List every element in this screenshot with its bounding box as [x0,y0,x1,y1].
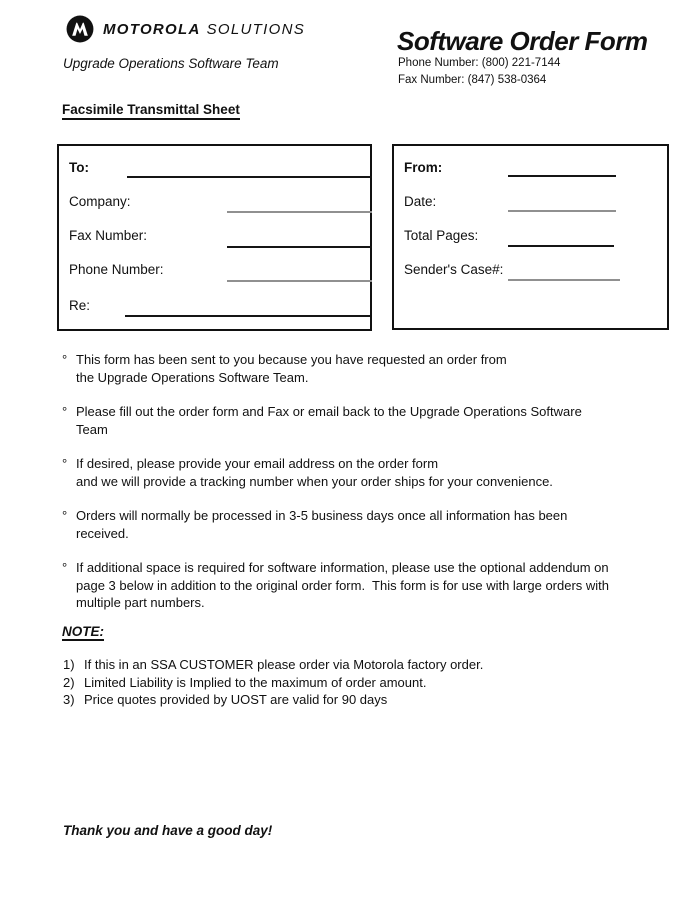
brand-motorola: MOTOROLA [103,20,201,38]
company-label: Company: [69,194,131,209]
bullet-1-line-2: the Upgrade Operations Software Team. [76,369,309,385]
phone-number-blank-line [227,280,372,282]
note-3-number: 3) [63,692,75,707]
bullet-2-line-2: Team [76,421,108,437]
bullet-item-5 [62,559,662,612]
thank-you-message: Thank you and have a good day! [63,823,273,838]
to-label: To: [69,160,89,175]
note-3-text: Price quotes provided by UOST are valid for 90 days [84,692,388,707]
senders-case-blank-line [508,279,620,281]
fax-number: Fax Number: (847) 538-0364 [398,74,547,86]
phone-number-label: Phone Number: [69,262,164,277]
phone-number: Phone Number: (800) 221-7144 [398,57,561,69]
to-blank-line [127,176,372,178]
brand-wordmark [103,21,305,38]
bullet-3-line-2: and we will provide a tracking number when your order ships for your convenience. [76,473,553,489]
bullet-4-line-2: received. [76,525,129,541]
bullet-marker: ° [62,456,68,471]
note-2-number: 2) [63,674,75,690]
senders-case-label: Sender's Case#: [404,262,504,277]
bullet-3-line-1: If desired, please provide your email address on the order form [76,456,439,471]
bullet-1-line-1: This form has been sent to you because you have requested an order from [76,352,507,367]
bullet-item-2 [62,403,662,438]
note-1-number: 1) [63,657,75,672]
sheet-title: Facsimile Transmittal Sheet [62,102,240,120]
re-blank-line [125,315,370,317]
brand-solutions: SOLUTIONS [206,20,306,38]
instructions-list [62,351,662,629]
bullet-marker: ° [62,560,68,575]
bullet-5-line-1: If additional space is required for software information, please use the optional addendum on [76,560,609,575]
bullet-2-line-1: Please fill out the order form and Fax or email back to the Upgrade Operations Software [76,404,582,419]
bullet-marker: ° [62,508,68,523]
company-blank-line [227,211,372,213]
note-item-1 [63,656,483,674]
bullet-marker: ° [62,352,68,367]
total-pages-blank-line [508,245,614,247]
note-2-text: Limited Liability is Implied to the maximum of order amount. [84,674,427,690]
from-box [392,144,669,330]
re-label: Re: [69,298,91,313]
bullet-marker: ° [62,404,68,419]
to-box [57,144,372,331]
bullet-5-line-2: page 3 below in addition to the original order form. This form is for use with large orders with [76,577,610,593]
bullet-item-3 [62,455,662,490]
bullet-item-1 [62,351,662,386]
note-item-2 [63,674,483,692]
fax-number-blank-line [227,246,372,248]
bullet-4-line-1: Orders will normally be processed in 3-5 business days once all information has been [76,508,568,523]
note-1-text: If this in an SSA CUSTOMER please order via Motorola factory order. [84,657,484,672]
fax-number-label: Fax Number: [69,228,148,243]
from-blank-line [508,175,616,177]
date-label: Date: [404,194,437,209]
motorola-batwing-logo-icon [66,15,94,43]
note-heading: NOTE: [62,624,104,639]
bullet-5-line-3: multiple part numbers. [76,595,205,610]
note-list [63,656,483,709]
total-pages-label: Total Pages: [404,228,479,243]
date-blank-line [508,210,616,212]
bullet-item-4 [62,507,662,542]
brand-row [66,15,305,43]
note-item-3 [63,691,483,709]
from-label: From: [404,160,443,175]
team-name: Upgrade Operations Software Team [63,56,279,71]
form-title: Software Order Form [397,26,648,56]
